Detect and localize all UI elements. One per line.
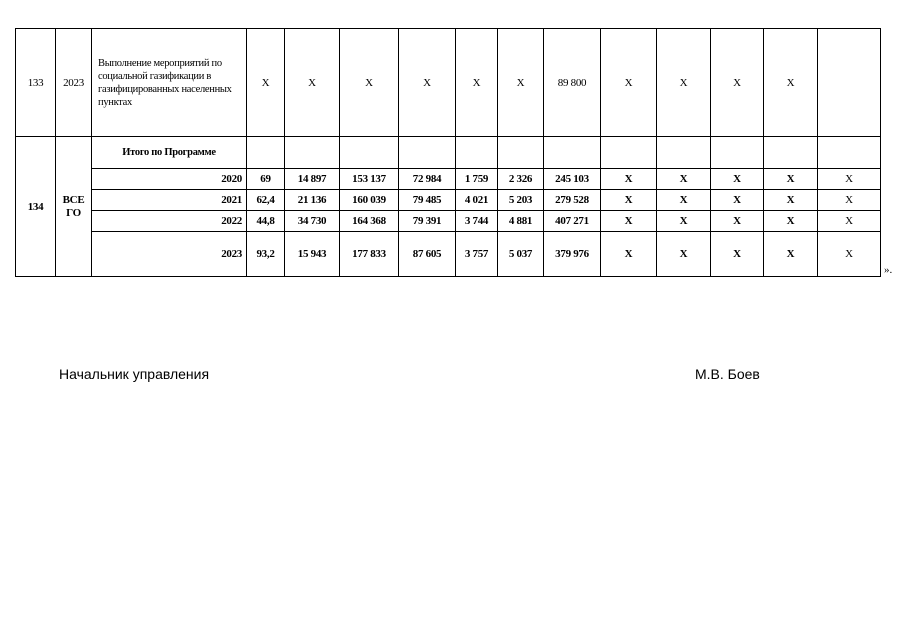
table-cell: 2 326 [498,169,544,190]
table-cell: 14 897 [285,169,340,190]
table-cell: X [285,29,340,137]
year-label: 2023 [92,232,247,277]
table-cell: 5 203 [498,190,544,211]
table-cell: X [601,29,657,137]
table-cell: X [657,169,711,190]
table-cell: 79 485 [399,190,456,211]
table-cell: 93,2 [247,232,285,277]
program-table [15,28,881,277]
table-cell: 21 136 [285,190,340,211]
table-cell: X [340,29,399,137]
table-cell: X [818,232,881,277]
closing-quote-mark: ». [884,264,893,276]
table-cell: X [711,232,764,277]
table-cell: X [456,29,498,137]
table-cell: 153 137 [340,169,399,190]
table-cell: X [711,190,764,211]
table-cell: X [657,190,711,211]
table-cell: 89 800 [544,29,601,137]
table-cell: 177 833 [340,232,399,277]
year-label: 2022 [92,211,247,232]
table-cell: 3 757 [456,232,498,277]
year-label: 2021 [92,190,247,211]
table-cell: 3 744 [456,211,498,232]
table-cell: 44,8 [247,211,285,232]
table-cell: 379 976 [544,232,601,277]
table-cell [285,137,340,169]
table-cell: 407 271 [544,211,601,232]
signature-name: М.В. Боев [695,366,760,382]
row-number: 134 [16,137,56,277]
table-cell: X [601,211,657,232]
table-cell: X [601,169,657,190]
table-cell: X [818,169,881,190]
table-cell: 279 528 [544,190,601,211]
table-cell [764,137,818,169]
itogo-label: Итого по Программе [92,137,247,169]
table-cell: 164 368 [340,211,399,232]
table-cell [340,137,399,169]
table-cell: X [399,29,456,137]
table-cell: X [711,169,764,190]
table-cell: X [247,29,285,137]
table-cell: X [657,29,711,137]
table-row-2020 [16,169,881,190]
table-cell: X [764,190,818,211]
row-year: 2023 [56,29,92,137]
table-cell: X [818,190,881,211]
table-cell: 1 759 [456,169,498,190]
table-cell [399,137,456,169]
table-row-2022 [16,211,881,232]
table-cell [657,137,711,169]
row-description: Выполнение мероприятий по социальной газификации в газифицированных населенных пунктах [92,29,247,137]
table-cell: 72 984 [399,169,456,190]
table-cell: 69 [247,169,285,190]
table-cell [544,137,601,169]
table-cell: 15 943 [285,232,340,277]
table-cell: X [764,29,818,137]
table-cell: X [818,211,881,232]
signature-title: Начальник управления [59,366,210,382]
table-cell: X [764,232,818,277]
table-cell: 62,4 [247,190,285,211]
table-cell [247,137,285,169]
table-cell [711,137,764,169]
table-cell: X [657,232,711,277]
table-row-2021 [16,190,881,211]
table-cell: X [764,211,818,232]
table-cell: 4 881 [498,211,544,232]
table-cell [818,137,881,169]
table-row-2023 [16,232,881,277]
table-row-134-header [16,137,881,169]
table-cell: 4 021 [456,190,498,211]
table-cell: X [764,169,818,190]
table-cell: X [498,29,544,137]
year-label: 2020 [92,169,247,190]
table-cell: 34 730 [285,211,340,232]
table-cell: X [711,29,764,137]
table-cell: X [601,190,657,211]
table-cell: 5 037 [498,232,544,277]
table-row-133 [16,29,881,137]
table-cell: 245 103 [544,169,601,190]
table-cell: 79 391 [399,211,456,232]
table-cell [601,137,657,169]
table-cell [498,137,544,169]
row-number: 133 [16,29,56,137]
table-cell [456,137,498,169]
table-cell: X [657,211,711,232]
table-cell: 87 605 [399,232,456,277]
table-cell: X [711,211,764,232]
table-cell [818,29,881,137]
table-cell: X [601,232,657,277]
vsego-label: ВСЕ ГО [56,137,92,277]
table-cell: 160 039 [340,190,399,211]
